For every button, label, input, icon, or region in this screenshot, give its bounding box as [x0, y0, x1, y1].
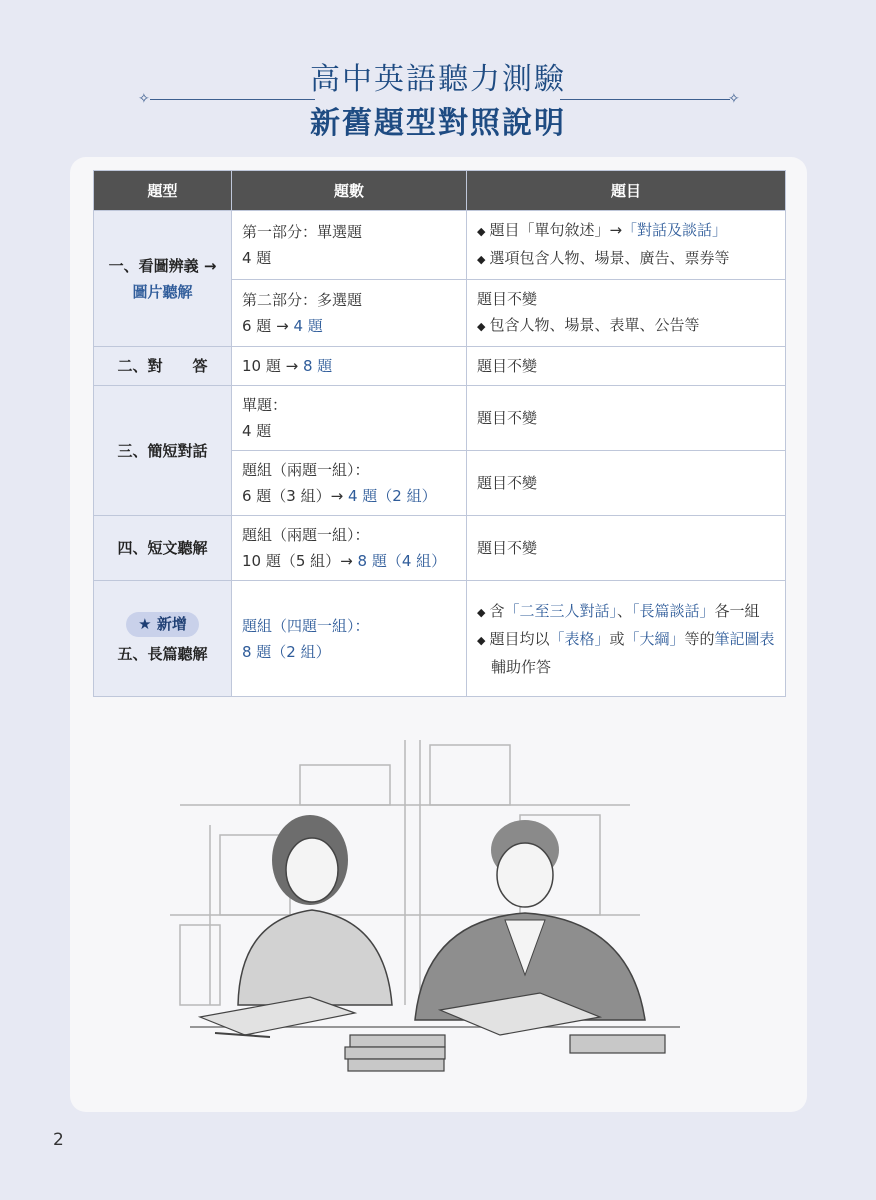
table-row	[94, 211, 786, 280]
title-divider-right	[560, 99, 730, 100]
diamond-bullet-icon: ◆	[477, 605, 486, 619]
count-cell	[232, 581, 467, 697]
bullet-item	[477, 598, 775, 626]
students-studying-illustration	[160, 735, 720, 1075]
question-cell: 題目不變	[467, 516, 786, 581]
page-title: 高中英語聽力測驗	[310, 62, 566, 97]
count-line: 題組（兩題一組）：	[242, 461, 370, 479]
type-new-label: 圖片聽解	[132, 282, 193, 301]
count-line: 4 題	[242, 249, 272, 267]
man-figure-icon	[415, 820, 645, 1020]
count-cell	[232, 386, 467, 451]
highlight-text: 「二至三人對話」	[504, 601, 617, 620]
type-label: 一、看圖辨義 →	[108, 256, 217, 275]
highlight-text: 8 題	[302, 357, 333, 375]
highlight-text: 8 題（4 組）	[357, 552, 447, 570]
count-line: 第一部分：單選題	[242, 223, 363, 241]
bullet-item	[477, 245, 775, 273]
table-row	[94, 581, 786, 697]
text: 選項包含人物、場景、廣告、票券等	[489, 249, 730, 267]
count-line: 第二部分：多選題	[242, 291, 363, 309]
highlight-text: 筆記圖表	[714, 629, 775, 648]
type-cell-picture	[94, 211, 232, 347]
type-cell-short-dialogue: 三、簡短對話	[94, 386, 232, 516]
type-label: 五、長篇聽解	[117, 644, 208, 663]
count-line: 單題：	[242, 396, 288, 414]
sparkle-icon: ✧	[728, 91, 740, 107]
type-cell-response: 二、對 答	[94, 347, 232, 386]
page-number: 2	[53, 1130, 64, 1150]
count-cell	[232, 516, 467, 581]
text: 10 題 →	[242, 357, 299, 375]
type-cell-long-passage	[94, 581, 232, 697]
question-cell: 題目不變	[467, 347, 786, 386]
count-line: 題組（四題一組）：	[242, 616, 370, 635]
type-cell-short-passage: 四、短文聽解	[94, 516, 232, 581]
question-cell	[467, 581, 786, 697]
text: 6 題（3 組）→	[242, 487, 344, 505]
text: 各一組	[714, 601, 760, 620]
text: 含	[489, 601, 505, 620]
text: 題目「單句敘述」→	[489, 221, 623, 239]
woman-figure-icon	[238, 815, 392, 1005]
table-header-row	[94, 171, 786, 211]
new-badge: ★ 新增	[126, 612, 199, 637]
book-stack-icon	[345, 1035, 665, 1071]
column-header-count: 題數	[232, 171, 467, 211]
text: 包含人物、場景、表單、公告等	[489, 316, 700, 334]
text: 題目不變	[477, 290, 538, 308]
sparkle-icon: ✧	[138, 91, 150, 107]
count-cell	[232, 451, 467, 516]
text: 10 題（5 組）→	[242, 552, 353, 570]
count-line: 題組（兩題一組）：	[242, 526, 370, 544]
page-subtitle: 新舊題型對照說明	[310, 106, 566, 141]
count-cell	[232, 211, 467, 280]
question-type-table	[93, 170, 786, 697]
text: 或	[609, 629, 625, 648]
diamond-bullet-icon: ◆	[477, 320, 486, 333]
table-row	[94, 516, 786, 581]
question-cell	[467, 280, 786, 347]
count-cell	[232, 347, 467, 386]
highlight-text: 「大綱」	[624, 629, 685, 648]
column-header-question: 題目	[467, 171, 786, 211]
count-cell	[232, 280, 467, 347]
table-row	[94, 386, 786, 451]
text: 、	[617, 601, 633, 620]
text: 題目均以	[489, 629, 550, 648]
question-cell: 題目不變	[467, 386, 786, 451]
question-cell	[467, 211, 786, 280]
text: 等的	[684, 629, 715, 648]
highlight-text: 4 題（2 組）	[347, 487, 437, 505]
bullet-item	[477, 626, 775, 680]
text: 輔助作答	[491, 657, 552, 676]
diamond-bullet-icon: ◆	[477, 633, 486, 647]
count-line: 4 題	[242, 422, 272, 440]
table-row	[94, 347, 786, 386]
diamond-bullet-icon: ◆	[477, 225, 486, 238]
question-cell: 題目不變	[467, 451, 786, 516]
highlight-text: 「對話及談話」	[622, 221, 728, 239]
highlight-text: 4 題	[293, 317, 323, 335]
count-line	[242, 483, 456, 509]
diamond-bullet-icon: ◆	[477, 253, 486, 266]
bullet-item	[477, 312, 775, 340]
column-header-type: 題型	[94, 171, 232, 211]
title-divider-left	[150, 99, 315, 100]
bullet-item	[477, 217, 775, 245]
count-line	[242, 313, 456, 339]
count-line: 8 題（2 組）	[242, 642, 331, 661]
text: 6 題 →	[242, 317, 289, 335]
highlight-text: 「長篇談話」	[632, 601, 715, 620]
count-line	[242, 548, 456, 574]
highlight-text: 「表格」	[549, 629, 610, 648]
